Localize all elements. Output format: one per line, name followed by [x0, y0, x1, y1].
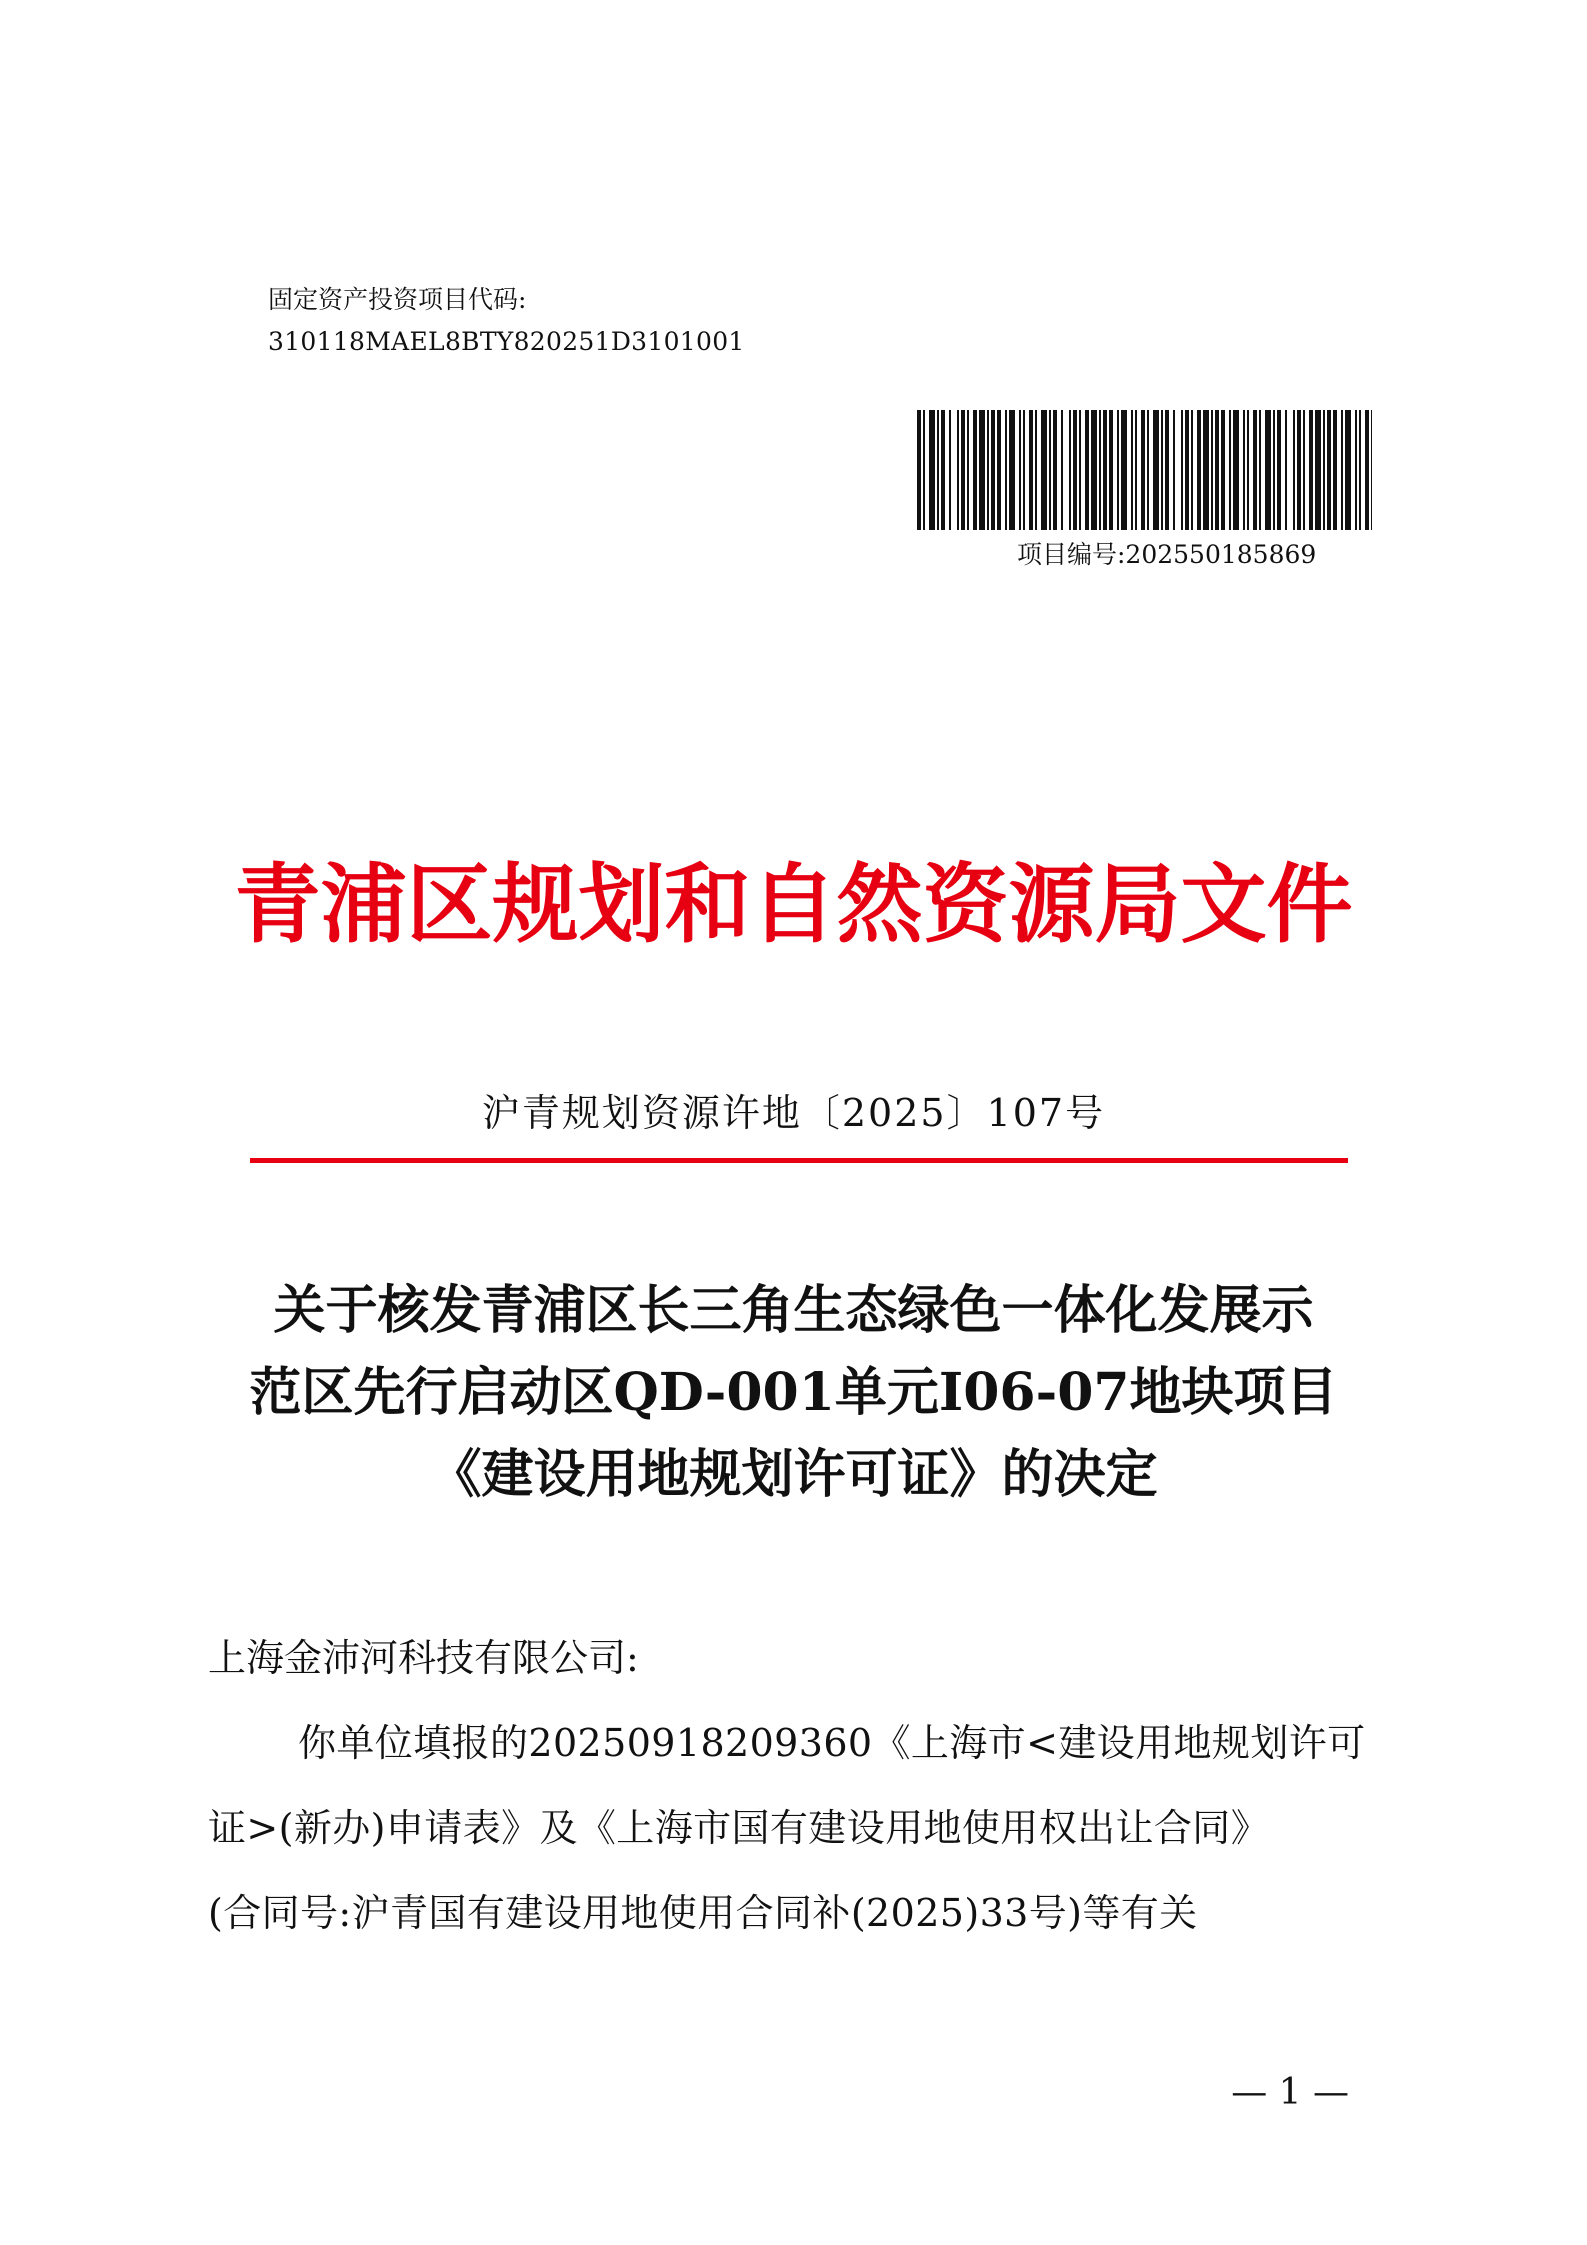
recipient: 上海金沛河科技有限公司:	[208, 1636, 639, 1680]
title-line-3: 《建设用地规划许可证》的决定	[429, 1444, 1158, 1505]
title-line-2: 范区先行启动区QD-001单元I06-07地块项目	[249, 1362, 1338, 1423]
body-line-1: 你单位填报的20250918209360《上海市<建设用地规划许可	[298, 1721, 1366, 1765]
red-divider	[250, 1158, 1348, 1163]
page-number: — 1 —	[1231, 2072, 1349, 2113]
barcode-image	[917, 410, 1372, 530]
body-line-3: (合同号:沪青国有建设用地使用合同补(2025)33号)等有关	[208, 1891, 1198, 1935]
project-code-value: 310118MAEL8BTY820251D3101001	[268, 327, 745, 356]
agency-header: 青浦区规划和自然资源局文件	[234, 855, 1353, 955]
project-code-label: 固定资产投资项目代码:	[268, 285, 527, 314]
document-title	[190, 1270, 1397, 1516]
project-number: 项目编号:202550185869	[1017, 540, 1317, 569]
document-number: 沪青规划资源许地〔2025〕107号	[481, 1091, 1106, 1135]
title-line-1: 关于核发青浦区长三角生态绿色一体化发展示	[273, 1280, 1314, 1341]
body-line-2: 证>(新办)申请表》及《上海市国有建设用地使用权出让合同》	[208, 1806, 1270, 1850]
